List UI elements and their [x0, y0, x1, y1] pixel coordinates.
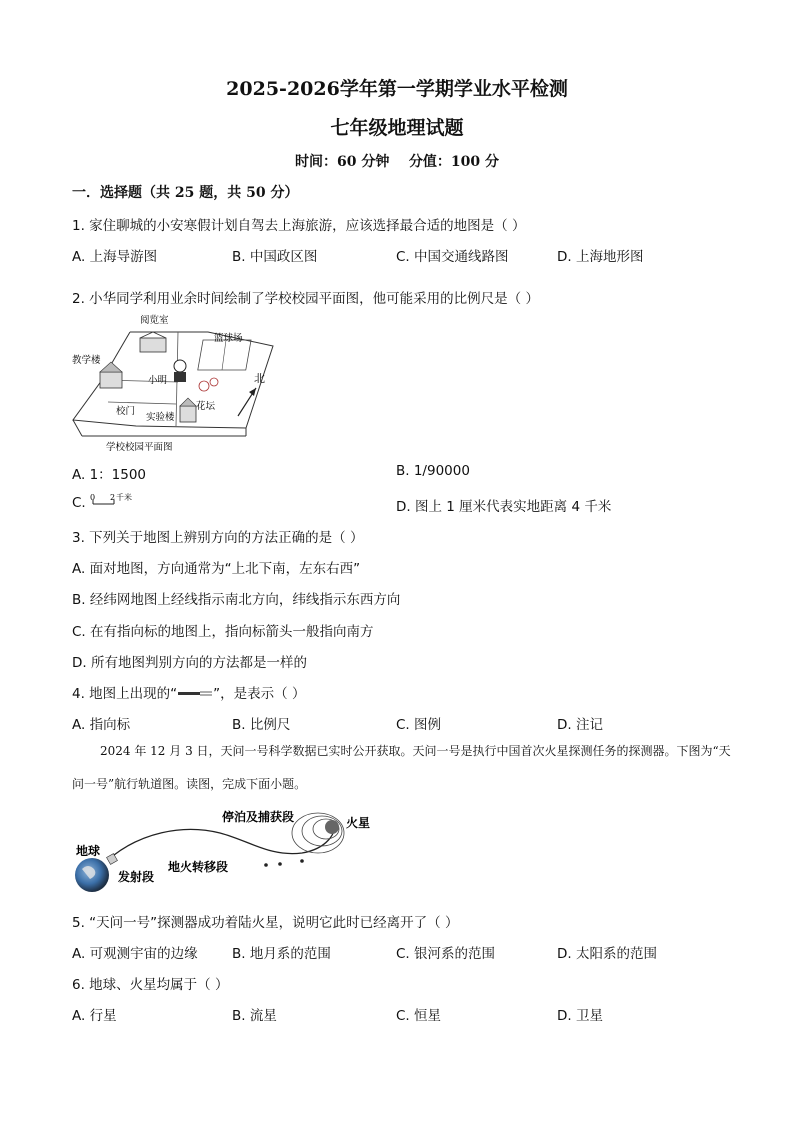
question-1-option-c[interactable]: C. 中国交通线路图 [396, 249, 509, 265]
question-1-option-b[interactable]: B. 中国政区图 [232, 249, 318, 265]
question-4-option-a[interactable]: A. 指向标 [72, 717, 131, 733]
map-label-flower-bed: 花坛 [196, 401, 216, 412]
orbit-figure [70, 805, 390, 893]
question-5-option-b[interactable]: B. 地月系的范围 [232, 946, 331, 962]
question-5-option-a[interactable]: A. 可观测宇宙的边缘 [72, 946, 198, 962]
question-2-stem: 2. 小华同学利用业余时间绘制了学校校园平面图，他可能采用的比例尺是（ ） [72, 291, 539, 307]
orbit-label-launch: 发射段 [118, 870, 155, 884]
exam-subtitle: 七年级地理试题 [330, 117, 464, 139]
map-label-teaching-building: 教学楼 [72, 355, 101, 366]
question-4-option-c[interactable]: C. 图例 [396, 717, 442, 733]
question-6-option-d[interactable]: D. 卫星 [557, 1008, 603, 1024]
question-4-stem-pre: 4. 地图上出现的“ [72, 686, 178, 702]
exam-meta: 时间：60 分钟 分值：100 分 [295, 154, 499, 170]
map-label-north: 北 [254, 372, 265, 385]
legend-symbol-icon [177, 689, 213, 699]
section-title: 一．选择题（共 25 题，共 50 分） [72, 185, 299, 201]
question-2-option-b[interactable]: B. 1/90000 [396, 463, 470, 479]
question-5-stem: 5. “天问一号”探测器成功着陆火星，说明它此时已经离开了（ ） [72, 915, 459, 931]
question-3-stem: 3. 下列关于地图上辨别方向的方法正确的是（ ） [72, 530, 364, 546]
orbit-label-earth: 地球 [76, 844, 101, 858]
question-3-option-c[interactable]: C. 在有指向标的地图上，指向标箭头一般指向南方 [72, 624, 374, 640]
question-2-option-c[interactable]: C. [72, 495, 86, 511]
question-4-stem-post: ”，是表示（ ） [213, 686, 306, 702]
orbit-label-parking: 停泊及捕获段 [222, 810, 295, 824]
question-1-option-a[interactable]: A. 上海导游图 [72, 249, 158, 265]
map-caption: 学校校园平面图 [106, 442, 173, 453]
scale-bar-unit: 千米 [116, 493, 132, 502]
question-1-option-d[interactable]: D. 上海地形图 [557, 249, 644, 265]
question-3-option-b[interactable]: B. 经纬网地图上经线指示南北方向，纬线指示东西方向 [72, 592, 401, 608]
map-label-reading-room: 阅览室 [140, 315, 169, 326]
reading-passage: 2024 年 12 月 3 日，天问一号科学数据已实时公开获取。天问一号是执行中国首次火星探测任务的探测器。下图为“天问一号”航行轨道图。读图，完成下面小题。 [72, 744, 731, 791]
scale-bar-figure [90, 492, 140, 510]
scale-bar-two: 2 [110, 493, 116, 502]
question-3-option-a[interactable]: A. 面对地图，方向通常为“上北下南，左东右西” [72, 561, 361, 577]
question-6-stem: 6. 地球、火星均属于（ ） [72, 977, 229, 993]
mars-icon [325, 820, 339, 834]
question-6-option-a[interactable]: A. 行星 [72, 1008, 117, 1024]
exam-title: 2025-2026学年第一学期学业水平检测 [226, 78, 568, 100]
question-4-stem [72, 682, 305, 702]
question-2-option-a[interactable]: A. 1：1500 [72, 467, 147, 483]
question-6-option-b[interactable]: B. 流星 [232, 1008, 277, 1024]
map-label-basketball-court: 篮球场 [214, 333, 243, 344]
campus-map-figure [68, 312, 278, 454]
map-label-lab-building: 实验楼 [146, 412, 175, 423]
question-3-option-d[interactable]: D. 所有地图判别方向的方法都是一样的 [72, 655, 307, 671]
question-6-option-c[interactable]: C. 恒星 [396, 1008, 442, 1024]
scale-bar-zero: 0 [90, 493, 96, 502]
question-4-option-d[interactable]: D. 注记 [557, 717, 603, 733]
question-2-option-d[interactable]: D. 图上 1 厘米代表实地距离 4 千米 [396, 499, 612, 515]
map-label-school-gate: 校门 [116, 406, 136, 417]
question-1-stem: 1. 家住聊城的小安寒假计划自驾去上海旅游，应该选择最合适的地图是（ ） [72, 218, 526, 234]
orbit-label-transfer: 地火转移段 [168, 860, 229, 874]
map-label-xiaoming: 小明 [148, 375, 168, 386]
orbit-label-mars: 火星 [346, 816, 371, 830]
question-5-option-c[interactable]: C. 银河系的范围 [396, 946, 496, 962]
question-4-option-b[interactable]: B. 比例尺 [232, 717, 291, 733]
question-5-option-d[interactable]: D. 太阳系的范围 [557, 946, 657, 962]
